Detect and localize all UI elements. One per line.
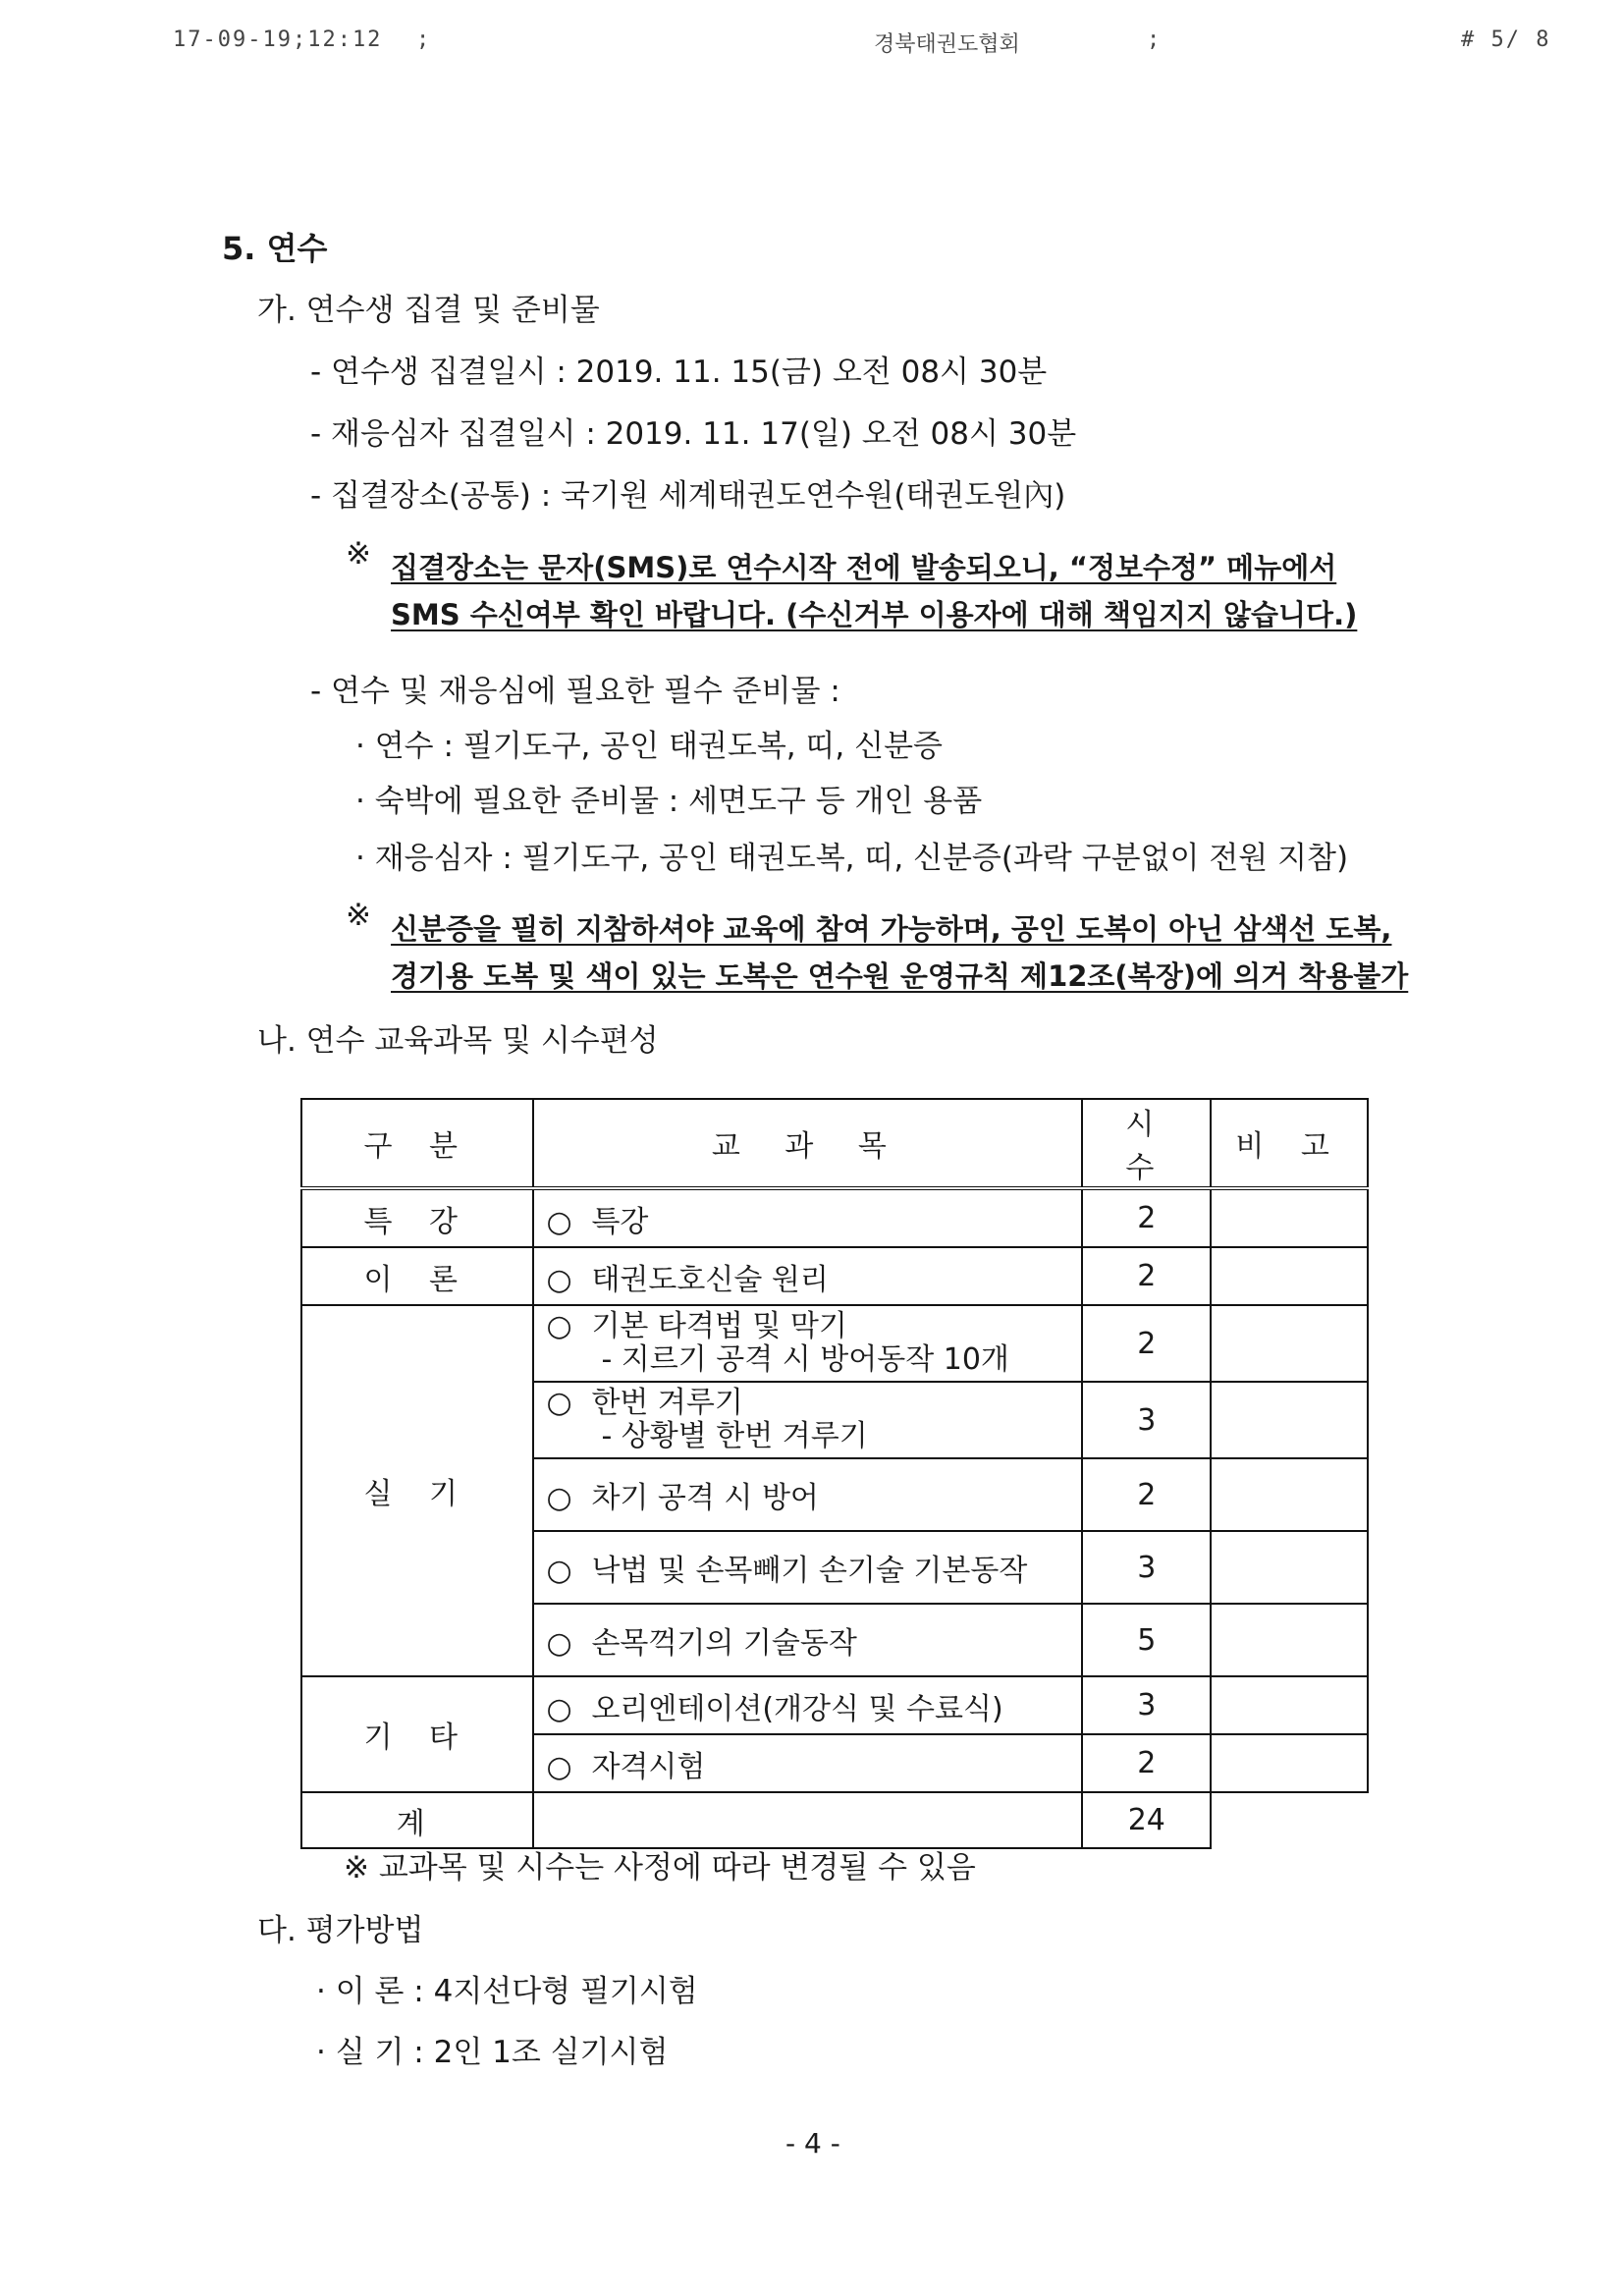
assembly-datetime-trainee: - 연수생 집결일시 : 2019. 11. 15(금) 오전 08시 30분 <box>310 355 1048 390</box>
subject-cell <box>533 1188 1082 1247</box>
circle-bullet: ○ <box>546 1309 572 1343</box>
curriculum-table <box>300 1098 1369 1849</box>
subject-detail: - 상황별 한번 겨루기 <box>601 1419 868 1453</box>
circle-bullet: ○ <box>546 1691 572 1726</box>
circle-bullet: ○ <box>546 1626 572 1661</box>
subsection-heading-b: 나. 연수 교육과목 및 시수편성 <box>257 1023 659 1059</box>
circle-bullet: ○ <box>546 1554 572 1588</box>
prep-item: · 재응심자 : 필기도구, 공인 태권도복, 띠, 신분증(과락 구분없이 전원 지참) <box>355 841 1349 876</box>
subject-cell <box>533 1458 1082 1531</box>
hours-cell: 2 <box>1082 1247 1211 1305</box>
total-hours: 24 <box>1082 1792 1211 1848</box>
circle-bullet: ○ <box>546 1204 572 1239</box>
assembly-location: - 집결장소(공통) : 국기원 세계태권도연수원(태권도원內) <box>310 478 1066 514</box>
col-header-subject: 교 과 목 <box>533 1099 1082 1188</box>
table-footnote: ※ 교과목 및 시수는 사정에 따라 변경될 수 있음 <box>344 1850 976 1886</box>
prep-item: · 숙박에 필요한 준비물 : 세면도구 등 개인 용품 <box>355 784 983 819</box>
total-label: 계 <box>301 1792 533 1848</box>
subject-text: 손목꺽기의 기술동작 <box>591 1626 857 1661</box>
subject-text: 한번 겨루기 <box>591 1386 743 1420</box>
subject-cell <box>533 1531 1082 1604</box>
note-id-line2: 경기용 도복 및 색이 있는 도복은 연수원 운영규칙 제12조(복장)에 의거 착용불가 <box>391 959 1409 993</box>
hours-cell: 2 <box>1082 1188 1211 1247</box>
subject-text: 차기 공격 시 방어 <box>591 1481 819 1515</box>
remarks-cell <box>1211 1792 1368 1848</box>
table-row <box>301 1305 1368 1382</box>
table-header-row <box>301 1099 1368 1188</box>
subject-cell <box>533 1734 1082 1792</box>
remarks-cell <box>1211 1305 1368 1382</box>
category-cell: 실 기 <box>301 1305 533 1676</box>
subject-text: 기본 타격법 및 막기 <box>591 1309 847 1343</box>
note-sms-line1: 집결장소는 문자(SMS)로 연수시작 전에 발송되오니, “정보수정” 메뉴에서 <box>391 551 1337 584</box>
prep-heading: - 연수 및 재응심에 필요한 필수 준비물 : <box>310 674 840 709</box>
remarks-cell <box>1211 1531 1368 1604</box>
subject-text: 자격시험 <box>591 1749 706 1784</box>
circle-bullet: ○ <box>546 1749 572 1784</box>
table-row <box>301 1247 1368 1305</box>
subject-detail: - 지르기 공격 시 방어동작 10개 <box>601 1342 1009 1377</box>
table-total-row <box>301 1792 1368 1848</box>
col-header-category: 구 분 <box>301 1099 533 1188</box>
subject-text: 특강 <box>591 1204 649 1239</box>
section-title: 5. 연수 <box>222 230 328 267</box>
subject-cell <box>533 1676 1082 1734</box>
category-cell: 특 강 <box>301 1188 533 1247</box>
hours-cell: 2 <box>1082 1305 1211 1382</box>
note-mark: ※ <box>346 536 371 572</box>
total-empty-cell <box>533 1792 1082 1848</box>
remarks-cell <box>1211 1676 1368 1734</box>
hours-cell: 5 <box>1082 1604 1211 1676</box>
table-row <box>301 1188 1368 1247</box>
subsection-heading-c: 다. 평가방법 <box>257 1913 424 1948</box>
evaluation-item-practice: · 실 기 : 2인 1조 실기시험 <box>316 2035 669 2070</box>
subject-cell <box>533 1305 1082 1382</box>
fax-separator: ; <box>1147 27 1163 52</box>
subsection-heading-a: 가. 연수생 집결 및 준비물 <box>257 293 600 328</box>
col-header-remarks: 비 고 <box>1211 1099 1368 1188</box>
circle-bullet: ○ <box>546 1262 572 1297</box>
remarks-cell <box>1211 1382 1368 1458</box>
hours-cell: 3 <box>1082 1676 1211 1734</box>
category-cell: 기 타 <box>301 1676 533 1792</box>
remarks-cell <box>1211 1604 1368 1676</box>
subject-cell <box>533 1247 1082 1305</box>
hours-cell: 2 <box>1082 1458 1211 1531</box>
remarks-cell <box>1211 1734 1368 1792</box>
subject-text: 오리엔테이션(개강식 및 수료식) <box>591 1691 1003 1726</box>
prep-item: · 연수 : 필기도구, 공인 태권도복, 띠, 신분증 <box>355 729 943 764</box>
note-id-line1: 신분증을 필히 지참하셔야 교육에 참여 가능하며, 공인 도복이 아닌 삼색선 도복, <box>391 912 1392 946</box>
circle-bullet: ○ <box>546 1481 572 1515</box>
hours-cell: 3 <box>1082 1382 1211 1458</box>
fax-page-count: # 5/ 8 <box>1461 27 1551 52</box>
note-sms-line2: SMS 수신여부 확인 바랍니다. (수신거부 이용자에 대해 책임지지 않습니다.) <box>391 598 1358 631</box>
page-number: - 4 - <box>785 2127 840 2159</box>
subject-cell <box>533 1382 1082 1458</box>
subject-cell <box>533 1604 1082 1676</box>
remarks-cell <box>1211 1458 1368 1531</box>
table-row <box>301 1676 1368 1734</box>
fax-org-name: 경북태권도협회 <box>874 32 1020 57</box>
fax-datetime: 17-09-19;12:12 <box>173 27 383 52</box>
subject-text: 낙법 및 손목빼기 손기술 기본동작 <box>591 1554 1028 1588</box>
remarks-cell <box>1211 1188 1368 1247</box>
evaluation-item-theory: · 이 론 : 4지선다형 필기시험 <box>316 1974 698 2009</box>
hours-cell: 2 <box>1082 1734 1211 1792</box>
subject-text: 태권도호신술 원리 <box>591 1262 829 1297</box>
note-mark: ※ <box>346 898 371 933</box>
circle-bullet: ○ <box>546 1386 572 1420</box>
category-cell: 이 론 <box>301 1247 533 1305</box>
col-header-hours: 시 수 <box>1082 1099 1211 1188</box>
assembly-datetime-reexam: - 재응심자 집결일시 : 2019. 11. 17(일) 오전 08시 30분 <box>310 416 1077 452</box>
remarks-cell <box>1211 1247 1368 1305</box>
hours-cell: 3 <box>1082 1531 1211 1604</box>
fax-separator: ; <box>416 27 432 52</box>
